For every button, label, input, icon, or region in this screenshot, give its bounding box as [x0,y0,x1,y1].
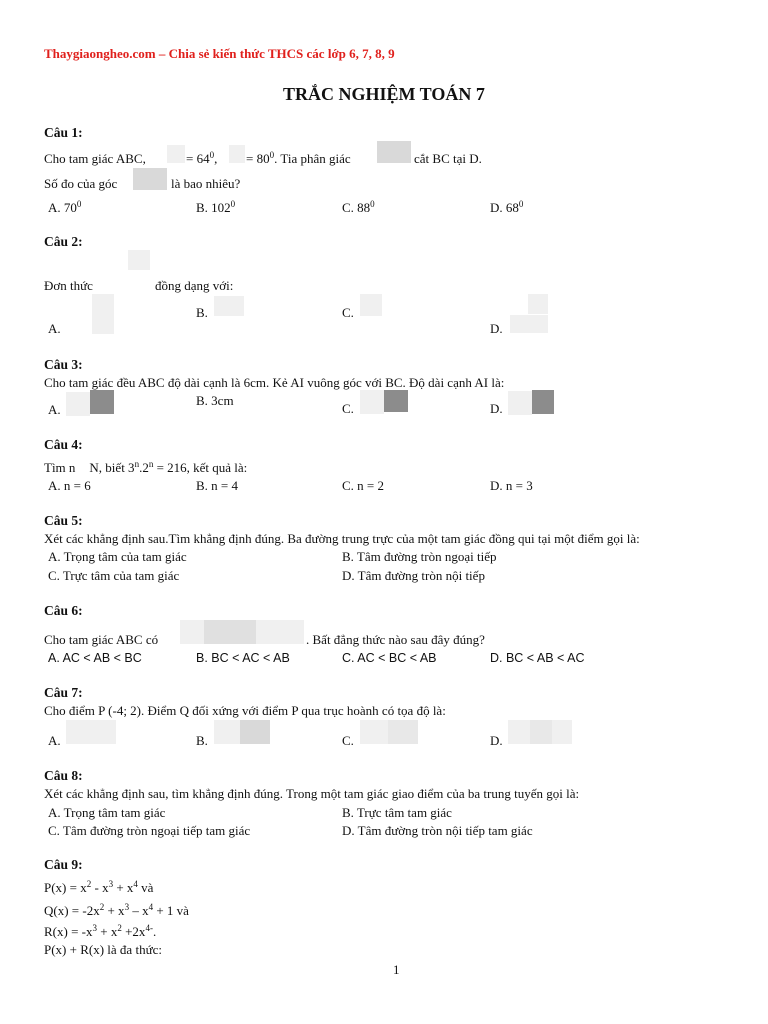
question-1-option-a: A. $70^0$ [48,199,82,215]
question-5-text: Xét các khẳng định sau.Tìm khẳng định đúng. Ba đường trung trực của một tam giác đồng qui tại một điểm gọi là: [44,531,640,546]
question-7-option-d: D. [490,733,503,748]
formula-image [180,620,204,644]
formula-image [133,168,167,190]
question-6-text-part1: Cho tam giác ABC có [44,632,159,647]
question-7-option-c: C. [342,733,354,748]
question-3-option-d: D. [490,401,503,416]
question-9-text: P(x) + R(x) là đa thức: [44,942,162,957]
question-4-option-a: A. n = 6 [48,478,91,493]
formula-image [388,720,418,744]
question-6-option-a: A. AC < AB < BC [48,651,142,665]
formula-image [530,720,552,744]
formula-image [128,250,150,270]
question-4-option-c: C. n = 2 [342,478,385,493]
question-2-option-d: D. [490,321,503,336]
formula-image [229,145,245,163]
polynomial-p: $P(x) = x^2 - x^3 + x^4$ và [44,879,154,895]
formula-image [66,392,90,416]
question-8-text: Xét các khẳng định sau, tìm khẳng định đúng. Trong một tam giác giao điểm của ba trung tuyến gọi là: [44,786,580,801]
question-3-option-c: C. [342,401,354,416]
question-4-option-b: B. n = 4 [196,478,239,493]
question-8-option-c: C. Tâm đường tròn ngoại tiếp tam giác [48,823,251,838]
formula-image [508,391,532,415]
question-1-option-d: D. $68^0$ [490,199,524,215]
formula-image [360,294,382,316]
question-4-text: Tìm n N, biết 3$^n$.2$^n$ = 216, kết quả là: [44,459,248,475]
question-6-label: Câu 6: [44,603,83,618]
formula-image [66,720,116,744]
question-7-option-a: A. [48,733,61,748]
question-1-text-part2: = $64^0$, [186,150,218,166]
question-5-option-b: B. Tâm đường tròn ngoại tiếp [342,549,497,564]
formula-image [90,390,114,414]
question-2-option-c: C. [342,305,354,320]
question-2-text-part2: đồng dạng với: [155,278,234,293]
formula-image [528,294,548,314]
formula-image [167,145,185,163]
polynomial-q: $Q(x) = -2x^2 + x^3 - x^4 + 1$ và [44,902,189,918]
question-6-option-b: B. BC < AC < AB [196,651,290,665]
question-4-label: Câu 4: [44,437,83,452]
formula-image [552,720,572,744]
question-2-option-a: A. [48,321,61,336]
question-9-label: Câu 9: [44,857,83,872]
question-6-option-d: D. BC < AB < AC [490,651,585,665]
site-header: Thaygiaongheo.com – Chia sẻ kiến thức THCS các lớp 6, 7, 8, 9 [44,46,395,61]
question-1-text-part1: Cho tam giác ABC, [44,151,146,166]
question-1-text-part4: cắt BC tại D. [414,151,482,166]
question-2-label: Câu 2: [44,234,83,249]
polynomial-r: $R(x) = -x^3 + x^2 +2x^{4-}$. [44,923,157,939]
question-1-text-part3: = $80^0$. Tia phân giác [246,150,351,166]
formula-image [92,294,114,334]
question-6-text-part2: . Bất đẳng thức nào sau đây đúng? [306,632,485,647]
question-8-option-b: B. Trực tâm tam giác [342,805,452,820]
question-8-option-a: A. Trọng tâm tam giác [48,805,166,820]
question-1-text-line2a: Số đo của góc [44,176,118,191]
formula-image [508,720,530,744]
formula-image [204,620,256,644]
question-8-label: Câu 8: [44,768,83,783]
question-7-option-b: B. [196,733,208,748]
question-2-option-b: B. [196,305,208,320]
page-number: 1 [393,962,400,977]
formula-image [360,720,388,744]
formula-image [377,141,411,163]
question-3-text: Cho tam giác đều ABC độ dài cạnh là 6cm. Kẻ AI vuông góc với BC. Độ dài cạnh AI là: [44,375,505,390]
question-8-option-d: D. Tâm đường tròn nội tiếp tam giác [342,823,533,838]
question-1-option-c: C. $88^0$ [342,199,375,215]
question-1-text-line2b: là bao nhiêu? [171,176,241,191]
formula-image [214,296,244,316]
question-3-option-a: A. [48,402,61,417]
formula-image [384,390,408,412]
question-5-option-a: A. Trọng tâm của tam giác [48,549,187,564]
formula-image [240,720,270,744]
formula-image [510,315,548,333]
formula-image [532,390,554,414]
formula-image [214,720,240,744]
question-4-option-d: D. n = 3 [490,478,533,493]
question-1-option-b: B. $102^0$ [196,199,236,215]
question-3-label: Câu 3: [44,357,83,372]
question-1-label: Câu 1: [44,125,83,140]
question-3-option-b: B. 3cm [196,393,234,408]
question-7-label: Câu 7: [44,685,83,700]
question-5-label: Câu 5: [44,513,83,528]
question-7-text: Cho điểm P (-4; 2). Điểm Q đối xứng với điểm P qua trục hoành có tọa độ là: [44,703,446,718]
question-5-option-d: D. Tâm đường tròn nội tiếp [342,568,485,583]
formula-image [360,390,384,414]
formula-image [256,620,304,644]
question-2-text-part1: Đơn thức [44,278,93,293]
question-6-option-c: C. AC < BC < AB [342,651,437,665]
question-5-option-c: C. Trực tâm của tam giác [48,568,180,583]
page-title: TRẮC NGHIỆM TOÁN 7 [283,84,485,104]
